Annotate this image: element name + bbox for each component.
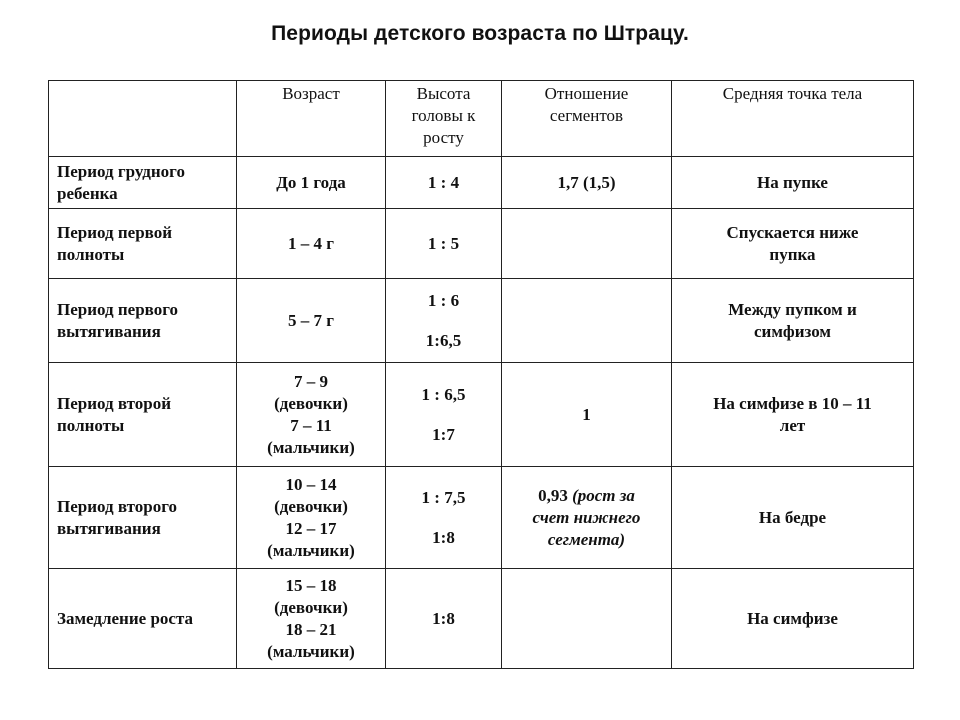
midpoint-line-1: На симфизе в 10 – 11 — [713, 393, 872, 413]
period-line-2: полноты — [57, 244, 125, 264]
period-line-1: Период грудного — [57, 161, 185, 181]
period-line-2: ребенка — [57, 183, 118, 203]
header-period — [49, 81, 237, 157]
midpoint-cell — [672, 569, 914, 669]
age-cell: 1 – 4 г — [237, 209, 386, 279]
page-title: Периоды детского возраста по Штрацу. — [271, 22, 689, 45]
period-cell — [49, 467, 237, 569]
header-head-ratio-line-3: росту — [423, 128, 464, 147]
midpoint-line-2: лет — [779, 415, 806, 435]
midpoint-line-1: Между пупком и — [728, 299, 857, 319]
header-midpoint-label: Средняя точка тела — [722, 84, 863, 103]
midpoint-line-1: На симфизе — [747, 608, 838, 628]
age-line-3: 18 – 21 — [285, 619, 337, 639]
header-segments-line-2: сегментов — [549, 106, 624, 125]
midpoint-line-1: На бедре — [758, 507, 827, 527]
head-ratio-cell: 1 : 4 — [386, 157, 502, 209]
header-age-label: Возраст — [282, 84, 340, 103]
midpoint-line-1: На пупке — [757, 172, 828, 192]
age-line-2: (девочки) — [274, 597, 348, 617]
age-line-3: 12 – 17 — [285, 518, 337, 538]
period-cell — [49, 209, 237, 279]
period-line-1: Период второй — [57, 393, 172, 413]
midpoint-cell — [672, 467, 914, 569]
midpoint-line-1: Спускается ниже — [726, 222, 859, 242]
period-line-1: Замедление роста — [57, 608, 193, 628]
age-cell — [237, 569, 386, 669]
age-line-4: (мальчики) — [267, 437, 355, 457]
age-cell: 5 – 7 г — [237, 279, 386, 363]
segments-line-3: сегмента) — [547, 529, 626, 549]
header-head-ratio — [386, 81, 502, 157]
head-ratio-cell — [386, 363, 502, 467]
header-segments-line-1: Отношение — [544, 84, 629, 103]
midpoint-cell — [672, 157, 914, 209]
period-line-1: Период первой — [57, 222, 173, 242]
periods-table — [48, 80, 914, 669]
segments-cell — [502, 467, 672, 569]
period-cell — [49, 279, 237, 363]
period-line-2: вытягивания — [57, 518, 161, 538]
segments-cell — [502, 279, 672, 363]
age-line-1: 10 – 14 — [285, 474, 337, 494]
age-line-4: (мальчики) — [267, 540, 355, 560]
age-cell: До 1 года — [237, 157, 386, 209]
segments-line-2: счет нижнего — [532, 507, 641, 527]
midpoint-cell — [672, 209, 914, 279]
table-row — [49, 279, 914, 363]
head-ratio-value-a: 1 : 6 — [427, 290, 460, 310]
segments-cell — [502, 569, 672, 669]
period-cell — [49, 569, 237, 669]
segments-cell: 1,7 (1,5) — [502, 157, 672, 209]
period-line-2: полноты — [57, 415, 125, 435]
header-head-ratio-line-2: головы к — [411, 106, 476, 125]
midpoint-line-2: пупка — [769, 244, 816, 264]
head-ratio-cell — [386, 279, 502, 363]
head-ratio-value-b: 1:6,5 — [425, 330, 462, 350]
table-row — [49, 363, 914, 467]
midpoint-line-2: симфизом — [754, 321, 831, 341]
period-cell — [49, 157, 237, 209]
segments-line-1 — [508, 485, 665, 507]
age-cell — [237, 467, 386, 569]
head-ratio-value-a: 1 : 6,5 — [421, 384, 466, 404]
header-age — [237, 81, 386, 157]
age-line-1: 15 – 18 — [285, 575, 337, 595]
table-header-row — [49, 81, 914, 157]
head-ratio-cell: 1:8 — [386, 569, 502, 669]
table-row — [49, 569, 914, 669]
header-midpoint — [672, 81, 914, 157]
head-ratio-cell: 1 : 5 — [386, 209, 502, 279]
period-cell — [49, 363, 237, 467]
age-cell — [237, 363, 386, 467]
head-ratio-value-a: 1 : 7,5 — [421, 487, 466, 507]
age-line-4: (мальчики) — [267, 641, 355, 661]
table-row — [49, 467, 914, 569]
segments-value: 0,93 — [538, 485, 568, 505]
header-segments — [502, 81, 672, 157]
period-line-1: Период второго — [57, 496, 178, 516]
midpoint-cell — [672, 363, 914, 467]
midpoint-cell — [672, 279, 914, 363]
age-line-3: 7 – 11 — [290, 415, 332, 435]
period-line-1: Период первого — [57, 299, 179, 319]
period-line-2: вытягивания — [57, 321, 161, 341]
age-line-2: (девочки) — [274, 393, 348, 413]
head-ratio-value-b: 1:8 — [432, 527, 455, 547]
age-line-1: 7 – 9 — [294, 371, 328, 391]
head-ratio-cell — [386, 467, 502, 569]
head-ratio-value-b: 1:7 — [432, 424, 455, 444]
segments-cell: 1 — [502, 363, 672, 467]
segments-cell — [502, 209, 672, 279]
table-row — [49, 209, 914, 279]
header-head-ratio-line-1: Высота — [416, 84, 471, 103]
table-row — [49, 157, 914, 209]
segments-note-1: (рост за — [572, 485, 635, 505]
age-line-2: (девочки) — [274, 496, 348, 516]
